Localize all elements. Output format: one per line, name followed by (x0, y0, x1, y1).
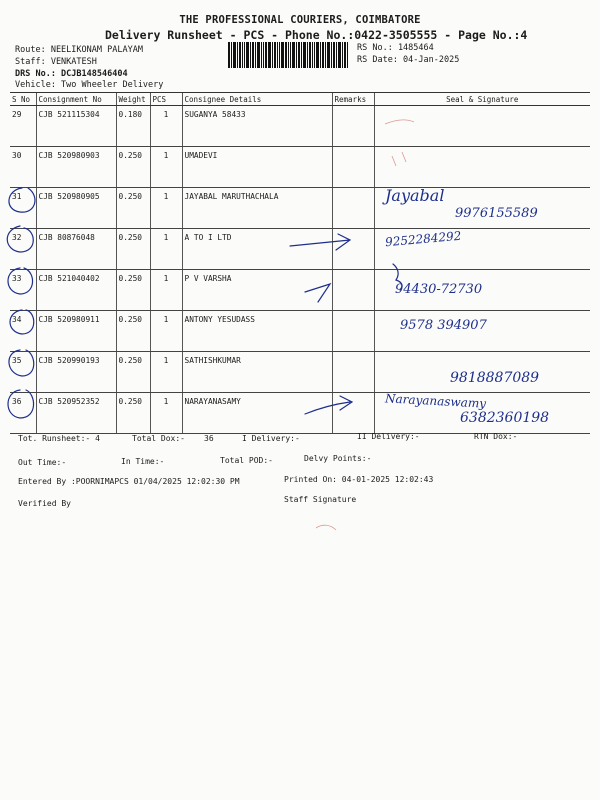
tot-runsheet: Tot. Runsheet:- 4 (18, 434, 100, 443)
handwritten-signature: Jayabal (385, 186, 445, 205)
pieces: 1 (150, 188, 182, 229)
staff-label: Staff: VENKATESH (15, 57, 97, 67)
ii-delivery-label: II Delivery:- (357, 432, 420, 441)
circle-mark (9, 350, 34, 376)
arrow-mark (290, 234, 350, 250)
consignee-details: UMADEVI (182, 147, 332, 188)
consignment-number: CJB 520952352 (36, 393, 116, 434)
out-time-label: Out Time:- (18, 458, 67, 467)
entered-by: Entered By :POORNIMAPCS 01/04/2025 12:02:30 PM (18, 477, 240, 486)
circle-mark (9, 188, 35, 212)
vehicle-label: Vehicle: Two Wheeler Delivery (15, 80, 164, 90)
weight: 0.250 (116, 270, 150, 311)
circle-mark (8, 268, 33, 294)
serial-number: 30 (10, 147, 36, 188)
circle-mark (10, 310, 34, 334)
pieces: 1 (150, 147, 182, 188)
runsheet-title: Delivery Runsheet - PCS - Phone No.:0422-3505555 - Page No.:4 (105, 28, 528, 42)
serial-number: 35 (10, 352, 36, 393)
consignee-details: A TO I LTD (182, 229, 332, 270)
total-dox-label: Total Dox:- (132, 434, 185, 443)
handwritten-phone: 9818887089 (450, 370, 540, 386)
consignee-details: JAYABAL MARUTHACHALA (182, 188, 332, 229)
red-mark (392, 152, 406, 166)
weight: 0.250 (116, 393, 150, 434)
consignee-details: NARAYANASAMY (182, 393, 332, 434)
pieces: 1 (150, 311, 182, 352)
circle-mark (7, 226, 33, 252)
column-header: PCS (150, 93, 182, 106)
column-header: Seal & Signature (374, 93, 590, 106)
handwritten-signature: Narayanaswamy (384, 391, 487, 411)
route-label: Route: NEELIKONAM PALAYAM (15, 45, 143, 55)
serial-number: 29 (10, 106, 36, 147)
weight: 0.250 (116, 188, 150, 229)
weight: 0.180 (116, 106, 150, 147)
handwritten-phone: 9252284292 (384, 228, 462, 250)
handwritten-phone: 94430-72730 (395, 282, 483, 297)
company-name: THE PROFESSIONAL COURIERS, COIMBATORE (179, 14, 421, 26)
consignment-number: CJB 521040402 (36, 270, 116, 311)
consignment-number: CJB 520990193 (36, 352, 116, 393)
pieces: 1 (150, 229, 182, 270)
serial-number: 31 (10, 188, 36, 229)
column-header: Weight (116, 93, 150, 106)
column-header: Consignment No (36, 93, 116, 106)
consignment-number: CJB 521115304 (36, 106, 116, 147)
consignee-details: SATHISHKUMAR (182, 352, 332, 393)
consignment-number: CJB 520980911 (36, 311, 116, 352)
serial-number: 36 (10, 393, 36, 434)
handwritten-phone: 6382360198 (460, 410, 550, 426)
handwritten-phone: 9578 394907 (400, 318, 487, 333)
consignment-number: CJB 520980905 (36, 188, 116, 229)
consignee-details: P V VARSHA (182, 270, 332, 311)
arrow-mark (305, 284, 330, 302)
pieces: 1 (150, 352, 182, 393)
column-header: Consignee Details (182, 93, 332, 106)
weight: 0.250 (116, 352, 150, 393)
handwritten-phone: 9976155589 (455, 206, 538, 221)
consignment-number: CJB 80876048 (36, 229, 116, 270)
consignee-details: SUGANYA 58433 (182, 106, 332, 147)
serial-number: 33 (10, 270, 36, 311)
delvy-points-label: Delvy Points:- (304, 454, 372, 463)
weight: 0.250 (116, 147, 150, 188)
total-dox-value: 36 (204, 434, 214, 443)
pieces: 1 (150, 393, 182, 434)
red-mark (385, 120, 414, 124)
printed-on: Printed On: 04-01-2025 12:02:43 (284, 475, 434, 484)
rtn-dox-label: RTN Dox:- (474, 432, 518, 441)
red-mark (316, 525, 336, 530)
weight: 0.250 (116, 311, 150, 352)
pieces: 1 (150, 106, 182, 147)
arrow-mark (305, 396, 352, 414)
pieces: 1 (150, 270, 182, 311)
in-time-label: In Time:- (121, 457, 165, 466)
serial-number: 32 (10, 229, 36, 270)
i-delivery-label: I Delivery:- (242, 434, 300, 443)
serial-number: 34 (10, 311, 36, 352)
consignment-number: CJB 520980903 (36, 147, 116, 188)
staff-signature-label: Staff Signature (284, 495, 357, 504)
total-pod-label: Total POD:- (220, 456, 273, 465)
column-header: S No (10, 93, 36, 106)
drs-number: DRS No.: DCJB148546404 (15, 69, 128, 79)
weight: 0.250 (116, 229, 150, 270)
consignee-details: ANTONY YESUDASS (182, 311, 332, 352)
verified-by-label: Verified By (18, 499, 71, 508)
circle-mark (8, 390, 34, 418)
column-header: Remarks (332, 93, 374, 106)
rs-number: RS No.: 1485464 (357, 43, 434, 53)
rs-date: RS Date: 04-Jan-2025 (357, 55, 460, 65)
